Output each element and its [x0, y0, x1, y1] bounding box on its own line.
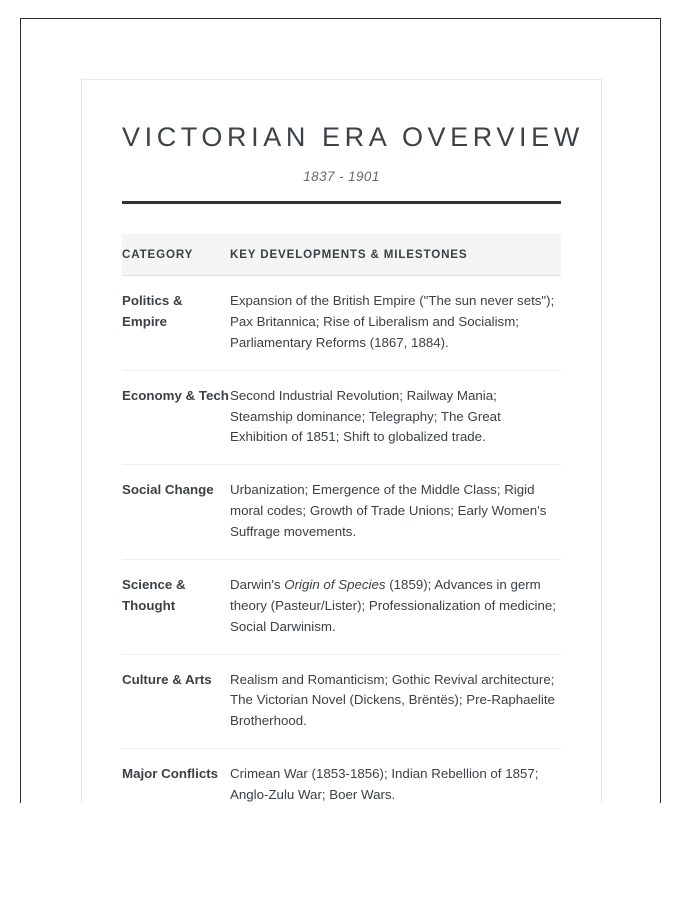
card-inner: [82, 80, 601, 803]
cell-category: Science & Thought: [122, 559, 230, 654]
column-header-category: CATEGORY: [122, 234, 230, 276]
table-header-row: [122, 234, 561, 276]
cell-category: Social Change: [122, 465, 230, 560]
cell-category: Politics & Empire: [122, 276, 230, 371]
title-divider-rule: [122, 201, 561, 204]
page-subtitle-date-range: 1837 - 1901: [303, 169, 380, 185]
victorian-era-table: [122, 234, 561, 803]
table-row: [122, 370, 561, 465]
cell-category: Culture & Arts: [122, 654, 230, 749]
cell-details: Expansion of the British Empire ("The sun never sets"); Pax Britannica; Rise of Liberalism and Socialism; Parliamentary Reforms (1867, 1884).: [230, 276, 561, 371]
title-block: [122, 122, 584, 204]
table-header: [122, 234, 561, 276]
table-row: [122, 465, 561, 560]
cell-details: Realism and Romanticism; Gothic Revival architecture; The Victorian Novel (Dickens, Brëntës); Pre-Raphaelite Brotherhood.: [230, 654, 561, 749]
page-title: VICTORIAN ERA OVERVIEW: [122, 122, 584, 152]
cell-details: Darwin's Origin of Species (1859); Advances in germ theory (Pasteur/Lister); Professionalization of medicine; Social Darwinism.: [230, 559, 561, 654]
table-row: [122, 749, 561, 803]
table-body: [122, 276, 561, 803]
cell-details: Crimean War (1853-1856); Indian Rebellion of 1857; Anglo-Zulu War; Boer Wars.: [230, 766, 539, 803]
table-row: [122, 654, 561, 749]
table-row: [122, 559, 561, 654]
table-row: [122, 276, 561, 371]
content-card: [81, 79, 602, 803]
column-header-details: KEY DEVELOPMENTS & MILESTONES: [230, 234, 561, 276]
cell-category: Economy & Tech: [122, 370, 230, 465]
cell-details: Second Industrial Revolution; Railway Mania; Steamship dominance; Telegraphy; The Great Exhibition of 1851; Shift to globalized trade.: [230, 370, 561, 465]
cell-details: Urbanization; Emergence of the Middle Class; Rigid moral codes; Growth of Trade Unions; Early Women's Suffrage movements.: [230, 465, 561, 560]
cell-category: Major Conflicts: [122, 766, 219, 782]
document-frame: [20, 18, 661, 803]
